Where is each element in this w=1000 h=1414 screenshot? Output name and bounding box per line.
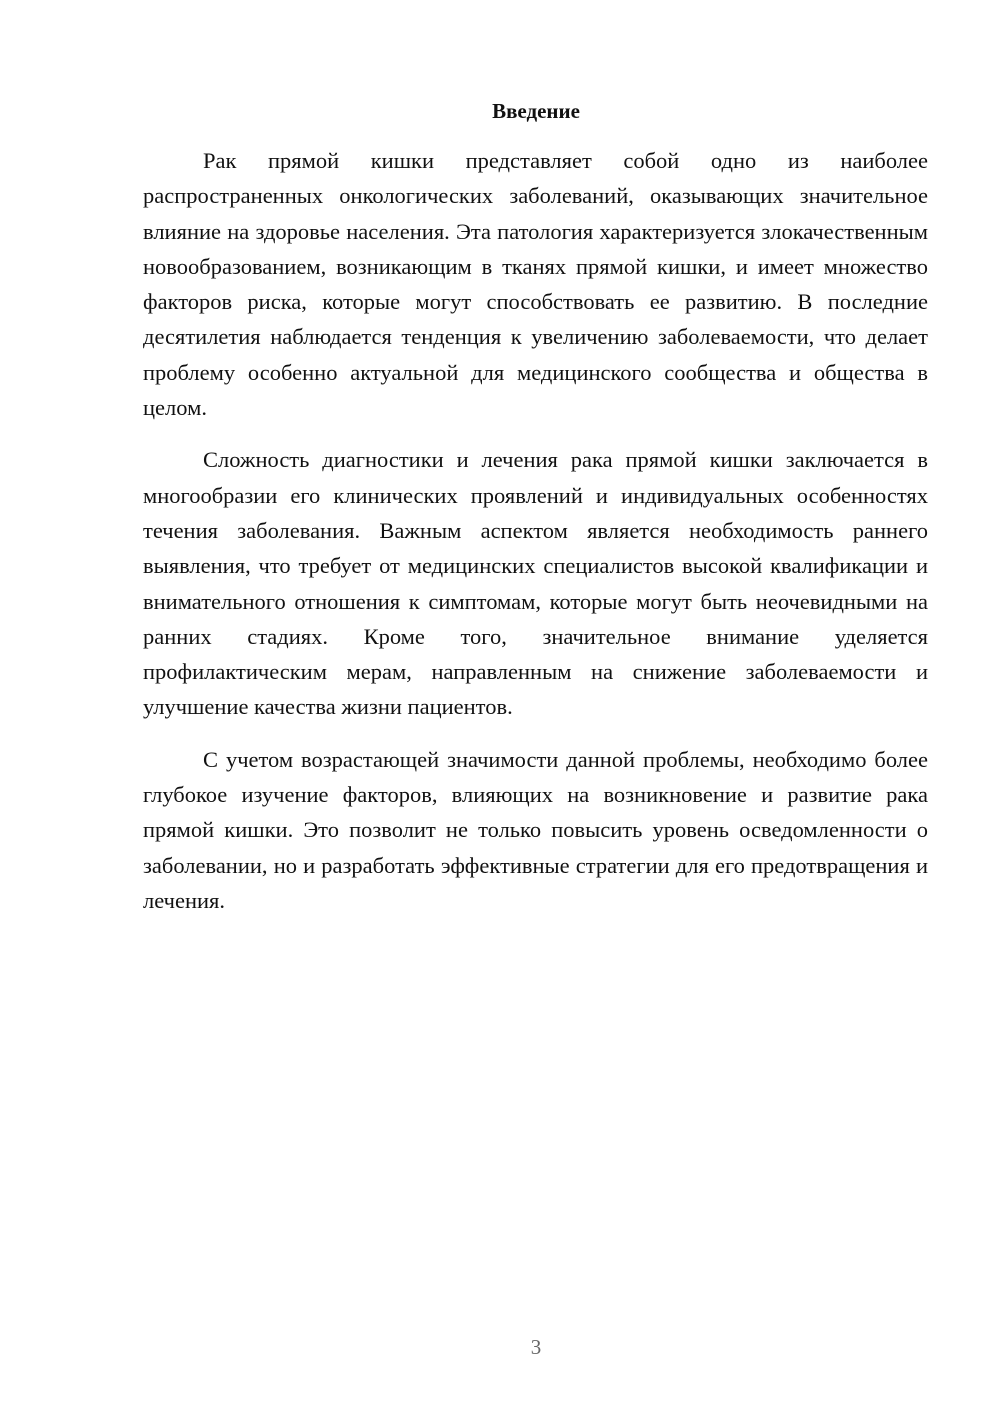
- body-text: [143, 143, 928, 935]
- paragraph-3: С учетом возрастающей значимости данной проблемы, необходимо более глубокое изучение факторов, влияющих на возникновение и развитие рака прямой кишки. Это позволит не только повысить уровень осведомленности о заболевании, но и разработать эффективные стратегии для его предотвращения и лечения.: [143, 746, 928, 913]
- paragraph-2: Сложность диагностики и лечения рака прямой кишки заключается в многообразии его клинических проявлений и индивидуальных особенностях течения заболевания. Важным аспектом является необходимость раннего выявления, что требует от медицинских специалистов высокой квалификации и внимательного отношения к симптомам, которые могут быть неочевидными на ранних стадиях. Кроме того, значительное внимание уделяется профилактическим мерам, направленным на снижение заболеваемости и улучшение качества жизни пациентов.: [143, 447, 928, 720]
- paragraph-1: Рак прямой кишки представляет собой одно из наиболее распространенных онкологических заболеваний, оказывающих значительное влияние на здоровье населения. Эта патология характеризуется злокачественным новообразованием, возникающим в тканях прямой кишки, и имеет множество факторов риска, которые могут способствовать ее развитию. В последние десятилетия наблюдается тенденция к увеличению заболеваемости, что делает проблему особенно актуальной для медицинского сообщества и общества в целом.: [143, 148, 928, 421]
- page-number: 3: [530, 1335, 542, 1359]
- page-heading: Введение: [492, 99, 580, 123]
